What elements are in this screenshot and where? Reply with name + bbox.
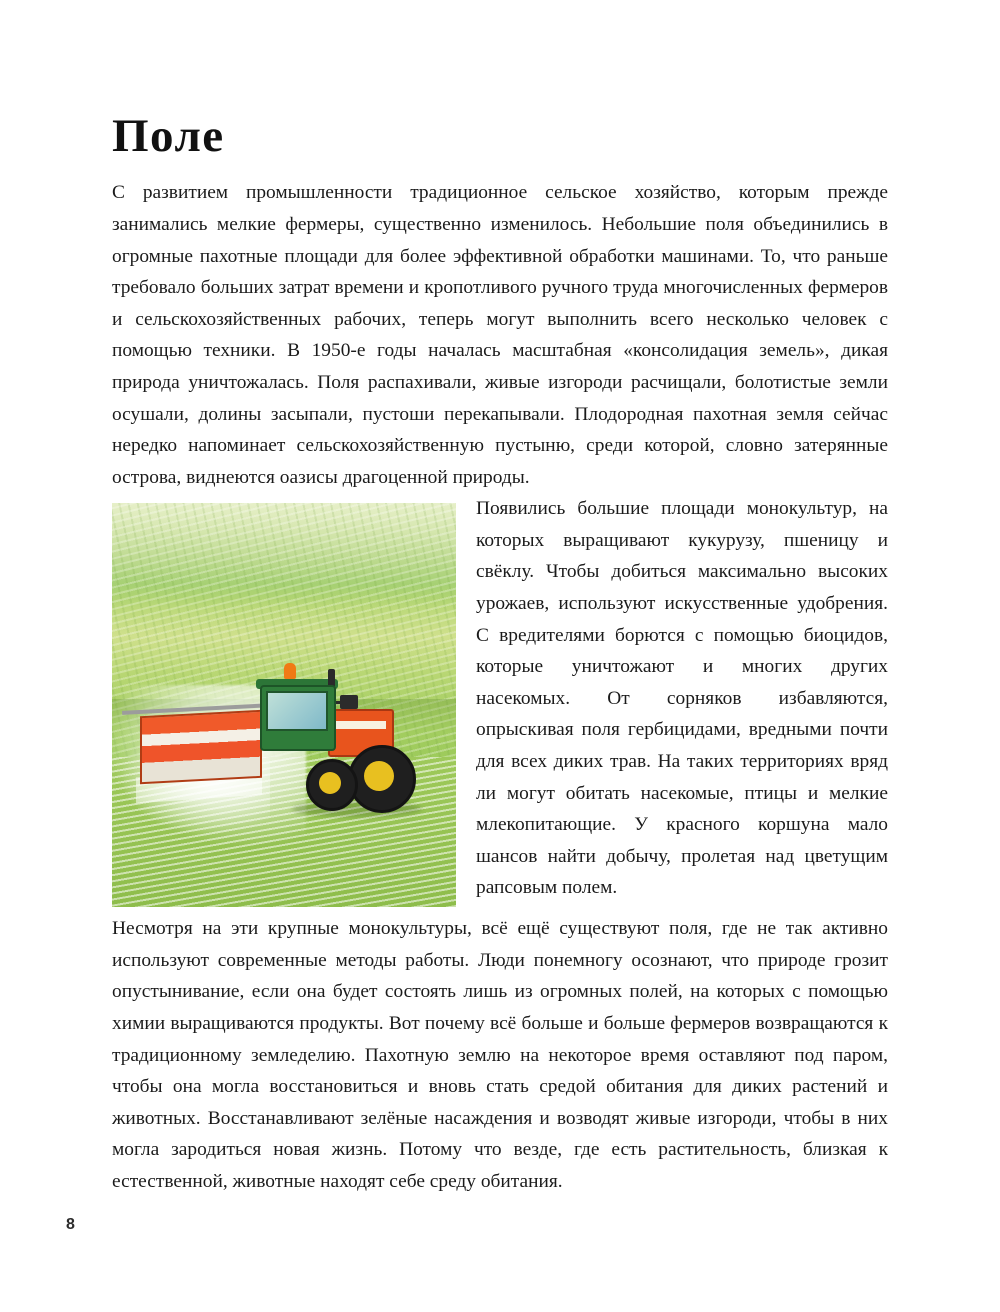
paragraph-monoculture: Появились большие площади монокультур, на которых выращивают кукурузу, пшеницу и свёклу. Чтобы добиться максимально высоких урожаев, используют искусственные удобрения. С вредителями борются с помощью биоцидов, которые уничтожают и многих других насекомых. От сорняков избавляются, опрыскивая поля гербицидами, вредными почти для всех диких трав. На таких территориях вряд ли могут обитать насекомые, птицы и мелкие млекопитающие. У красного коршуна мало шансов найти добычу, пролетая над цветущим рапсовым полем.: [476, 498, 888, 899]
rear-wheel-icon: [348, 745, 416, 813]
page-title: Поле: [112, 110, 225, 162]
paragraph-intro: С развитием промышленности традиционное сельское хозяйство, которым прежде занимались мелкие фермеры, существенно изменилось. Небольшие поля объединились в огромные пахотные площади для более эффективной обработки машинами. То, что раньше требовало больших затрат времени и кропотливого ручного труда многочисленных фермеров и сельскохозяйственных рабочих, теперь могут выполнить всего несколько человек с помощью техники. В 1950-е годы началась масштабная «консолидация земель», дикая природа уничтожалась. Поля распахивали, живые изгороди расчищали, болотистые земли осушали, долины засыпали, пустоши перекапывали. Плодородная пахотная земля сейчас нередко напоминает сельскохозяйственную пустыню, среди которой, словно затерянные острова, виднеются оазисы драгоценной природы.: [112, 182, 888, 488]
page-number: 8: [66, 1216, 75, 1233]
warning-beacon-icon: [284, 663, 296, 679]
tractor-icon: [232, 661, 422, 831]
sprayer-tank: [140, 710, 262, 784]
page-content: [112, 112, 888, 1198]
paragraph-traditional-farming: Несмотря на эти крупные монокультуры, всё ещё существуют поля, где не так активно используют современные методы работы. Люди понемногу осознают, что природе грозит опустынивание, если она будет состоять лишь из огромных полей, на которых с помощью химии выращиваются продукты. Вот почему всё больше и больше фермеров возвращаются к традиционному земледелию. Пахотную землю на некоторое время оставляют под паром, чтобы она могла восстановиться и вновь стать средой обитания для диких растений и животных. Восстанавливают зелёные насаждения и возводят живые изгороди, чтобы в них могла зародиться новая жизнь. Потому что везде, где есть растительность, близкая к естественной, животные находят себе среду обитания.: [112, 918, 888, 1193]
tractor-hood-stripe: [332, 721, 386, 729]
mirror-icon: [340, 695, 358, 709]
front-wheel-icon: [306, 759, 358, 811]
tractor-spraying-field-illustration: [112, 503, 456, 907]
tractor-cab-window: [266, 691, 328, 731]
